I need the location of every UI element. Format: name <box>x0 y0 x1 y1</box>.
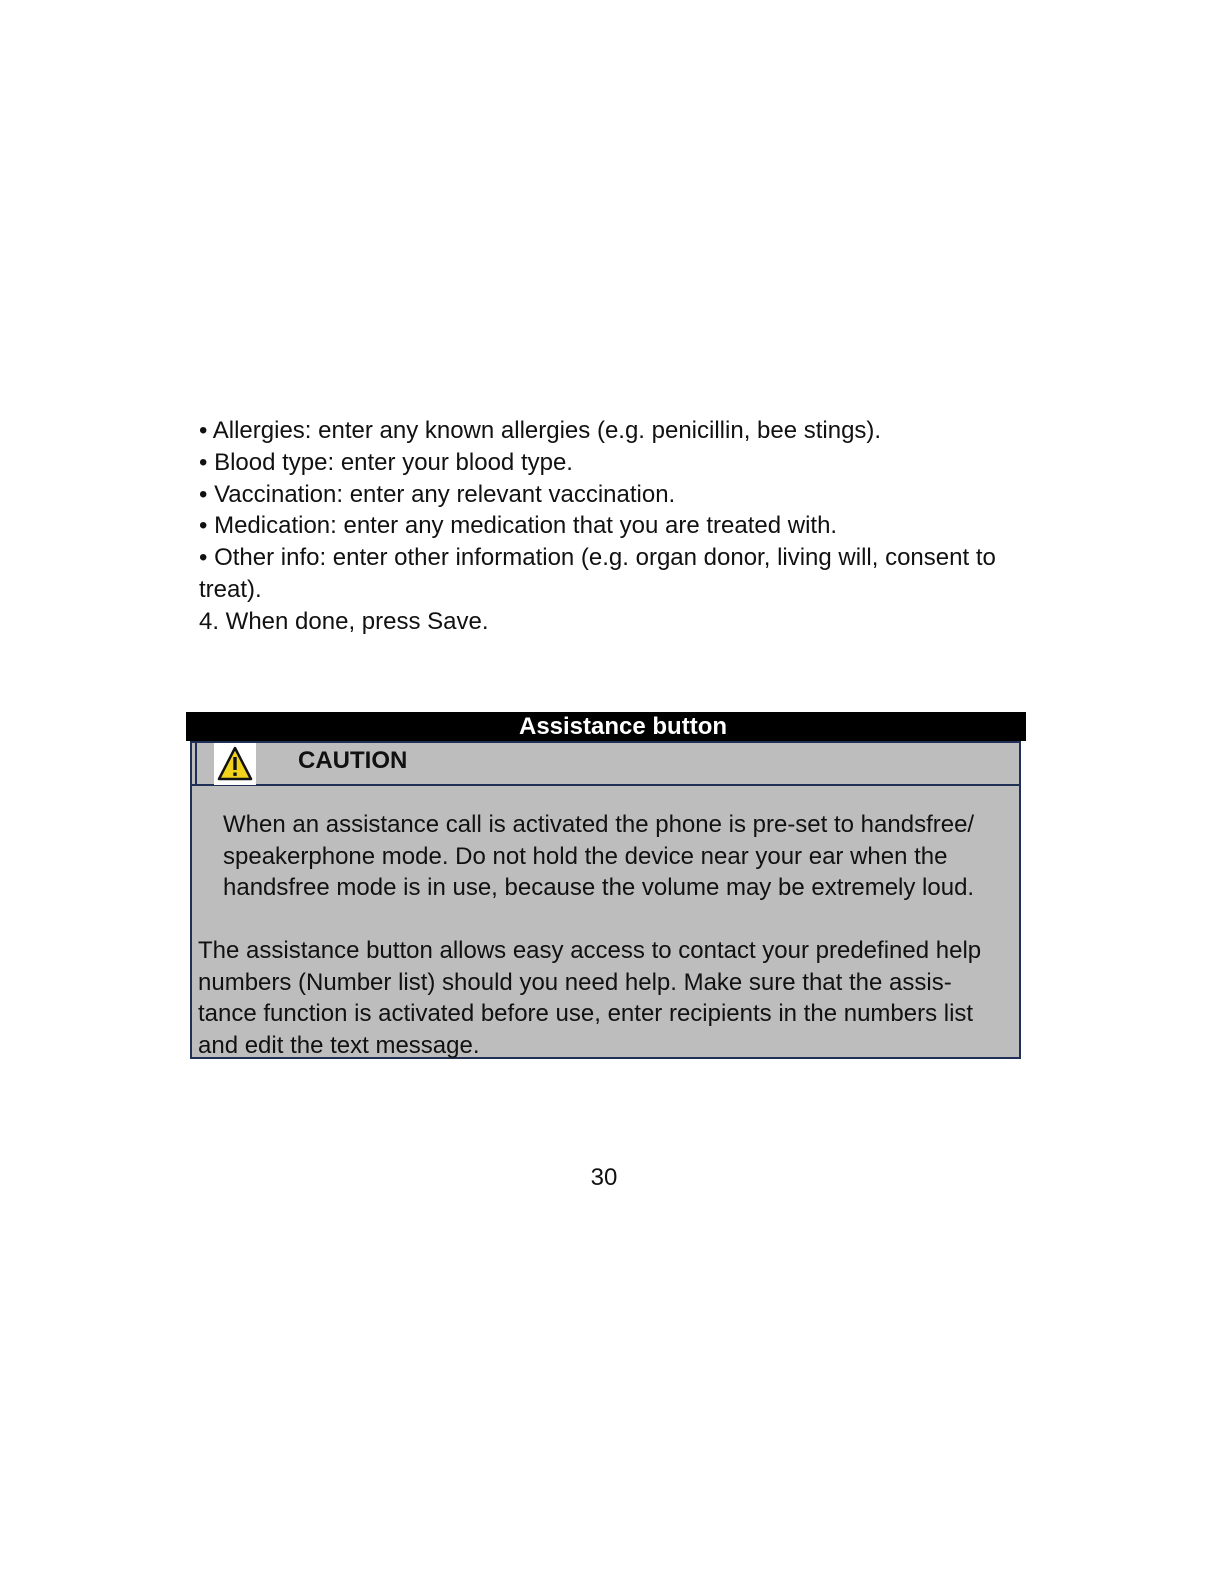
warning-triangle-icon-graphic <box>217 746 253 782</box>
list-item-medication: • Medication: enter any medication that you are treated with. <box>199 512 838 540</box>
list-item-blood-type: • Blood type: enter your blood type. <box>199 448 573 476</box>
instruction-list <box>199 415 1029 638</box>
list-item-other-info: • Other info: enter other information (e.g. organ donor, living will, consent to treat). <box>199 544 996 603</box>
section-heading-bar <box>186 712 1026 741</box>
section-title: Assistance button <box>518 713 728 740</box>
header-divider <box>195 743 197 784</box>
caution-header <box>192 743 1019 786</box>
caution-warning-text: When an assistance call is activated the phone is pre-set to handsfree/ speakerphone mode. Do not hold the device near your ear when the handsfree mode is in use, because the volume may be extremely loud. <box>223 811 975 902</box>
list-item-save-step: 4. When done, press Save. <box>199 607 489 635</box>
page-number: 30 <box>590 1164 618 1191</box>
warning-triangle-icon <box>214 743 256 785</box>
list-item-vaccination: • Vaccination: enter any relevant vaccination. <box>199 480 676 508</box>
caution-box <box>190 741 1021 1059</box>
assistance-description: The assistance button allows easy access to contact your predefined help numbers (Number list) should you need help. Make sure that the assis- tance function is activated before use, enter recipients in the numbers list and edit the text message. <box>198 937 982 1059</box>
list-item-allergies: • Allergies: enter any known allergies (e.g. penicillin, bee stings). <box>199 417 882 444</box>
caution-title: CAUTION <box>298 747 408 774</box>
